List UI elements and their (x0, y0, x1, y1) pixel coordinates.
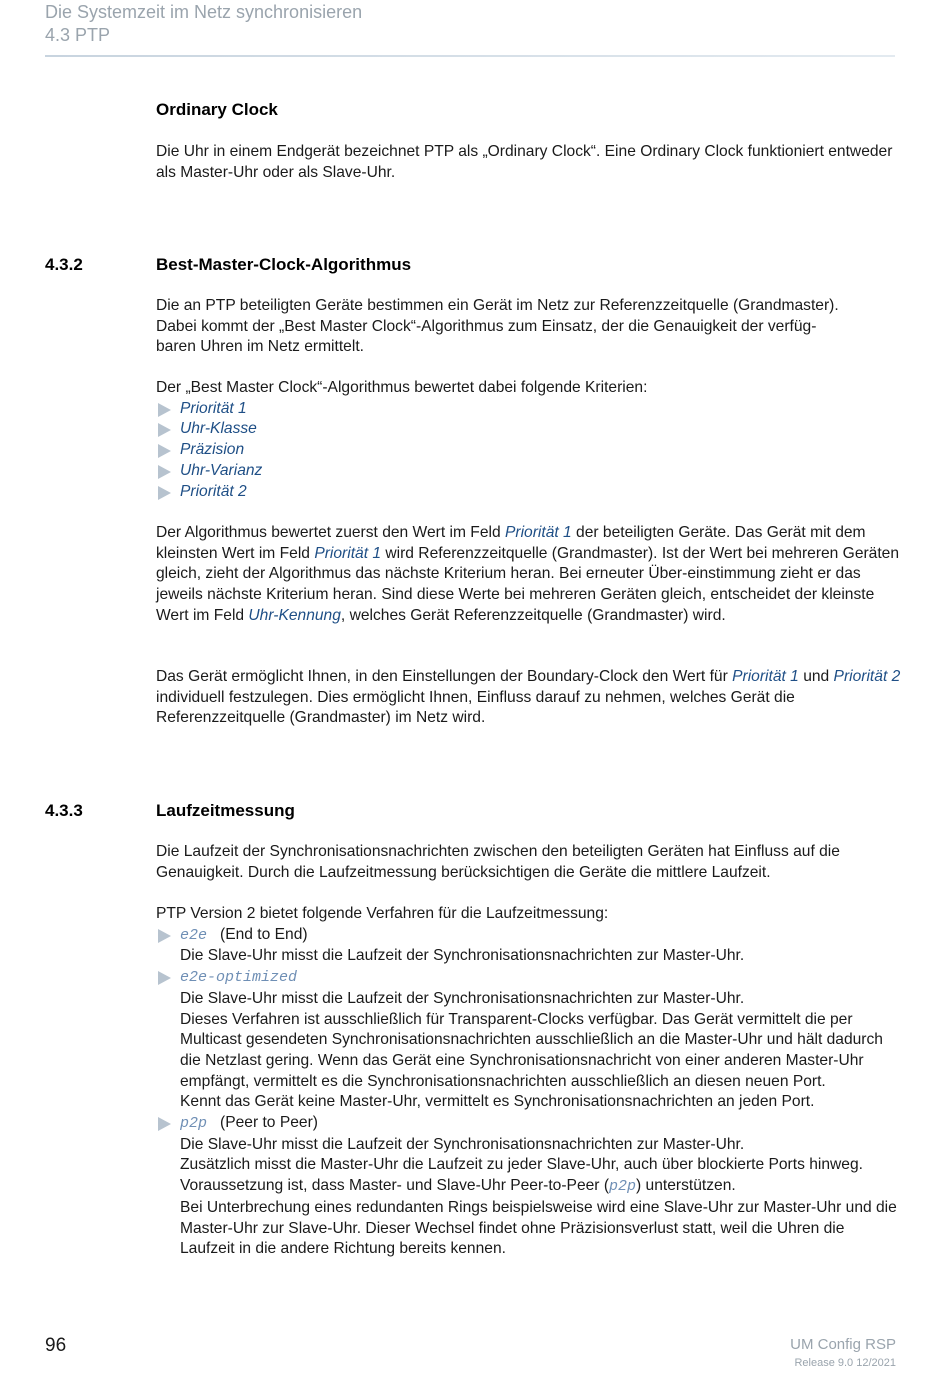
page-number: 96 (45, 1335, 67, 1356)
code-value: e2e (180, 926, 208, 944)
method-suffix: (Peer to Peer) (220, 1114, 318, 1132)
text-run: ) unterstützen. (636, 1177, 736, 1195)
method-description: Bei Unterbrechung eines redundanten Rings beispielsweise wird eine Slave-Uhr zur Master-Uhr und die Master-Uhr zur Slave-Uhr. Dieser Wechsel findet ohne Präzisionsverlust statt, weil die Uhren die Laufzeit in die andere Richtung bereits kennen. (180, 1198, 897, 1258)
section-title-bmca: Best-Master-Clock-Algorithmus (156, 255, 412, 274)
laufzeit-intro (156, 842, 901, 883)
method-description: Die Slave-Uhr misst die Laufzeit der Synchronisationsnachrichten zur Master-Uhr. (180, 1135, 745, 1153)
field-name: Priorität 1 (180, 399, 247, 417)
field-name: Priorität 2 (833, 668, 901, 685)
text-run: und (798, 668, 834, 685)
method-description (180, 1155, 901, 1197)
bmca-criteria-block (156, 378, 901, 502)
subheading-ordinary-clock: Ordinary Clock (156, 100, 278, 119)
method-e2e (156, 925, 901, 967)
method-heading (180, 1113, 901, 1135)
triangle-bullet-icon (158, 486, 171, 500)
list-item (156, 419, 901, 440)
paragraph: Der „Best Master Clock“-Algorithmus bewertet dabei folgende Kriterien: (156, 379, 648, 396)
section-title-laufzeitmessung: Laufzeitmessung (156, 801, 295, 820)
criteria-list (156, 399, 901, 503)
code-value: p2p (180, 1115, 208, 1133)
section-number-4-3-3: 4.3.3 (45, 801, 83, 820)
field-name: Priorität 1 (314, 544, 382, 562)
field-name: Uhr-Varianz (180, 461, 263, 479)
method-description: Die Slave-Uhr misst die Laufzeit der Synchronisationsnachrichten zur Master-Uhr. (180, 947, 745, 965)
triangle-bullet-icon (158, 423, 171, 437)
list-item (156, 399, 901, 420)
paragraph-line: baren Uhren im Netz ermittelt. (156, 338, 364, 356)
field-name: Uhr-Klasse (180, 420, 257, 438)
triangle-bullet-icon (158, 444, 171, 458)
method-heading (180, 925, 901, 947)
ordinary-clock-text (156, 142, 901, 183)
paragraph (156, 667, 901, 729)
method-e2e-optimized (156, 967, 901, 1113)
text-run: , welches Gerät Referenzzeitquelle (Grandmaster) wird. (340, 606, 726, 624)
text-run: Zusätzlich misst die Master-Uhr die Laufzeit zu jeder Slave-Uhr, auch über blockierte Ports hinweg. Voraussetzung ist, dass Master- und Slave-Uhr Peer-to-Peer ( (180, 1156, 863, 1195)
triangle-bullet-icon (158, 971, 171, 985)
document-title: UM Config RSP (790, 1336, 896, 1353)
paragraph (156, 523, 901, 627)
code-value: p2p (609, 1178, 637, 1196)
paragraph-line: Dabei kommt der „Best Master Clock“-Algorithmus zum Einsatz, der die Genauigkeit der verfüg- (156, 317, 817, 335)
bmca-algorithm-description (156, 523, 901, 627)
release-info: Release 9.0 12/2021 (794, 1357, 896, 1369)
list-item (156, 461, 901, 482)
field-name: Präzision (180, 441, 245, 459)
triangle-bullet-icon (158, 403, 171, 417)
triangle-bullet-icon (158, 465, 171, 479)
text-run: der beteiligten Geräte. Das Gerät mit dem kleinsten Wert im Feld (156, 524, 866, 562)
field-name: Uhr-Kennung (248, 606, 341, 624)
running-header-section: 4.3 PTP (45, 25, 111, 45)
list-item (156, 440, 901, 461)
triangle-bullet-icon (158, 1117, 171, 1131)
text-run: Das Gerät ermöglicht Ihnen, in den Einstellungen der Boundary-Clock den Wert für (156, 668, 733, 685)
bmca-boundary-clock-note (156, 667, 901, 729)
text-run: individuell festzulegen. Dies ermöglicht Ihnen, Einfluss darauf zu nehmen, welches Gerät die Referenzzeitquelle (Grandmaster) im Netz wird. (156, 688, 795, 727)
method-description: Die Slave-Uhr misst die Laufzeit der Synchronisationsnachrichten zur Master-Uhr. (180, 989, 745, 1007)
section-number-4-3-2: 4.3.2 (45, 255, 83, 274)
laufzeit-methods (156, 904, 901, 1260)
paragraph: Die Uhr in einem Endgerät bezeichnet PTP als „Ordinary Clock“. Eine Ordinary Clock funktioniert entweder als Master-Uhr oder als Slave-Uhr. (156, 143, 893, 181)
paragraph-line: Die an PTP beteiligten Geräte bestimmen ein Gerät im Netz zur Referenzzeitquelle (Grandmaster). (156, 297, 839, 314)
field-name: Priorität 1 (504, 524, 572, 541)
method-suffix: (End to End) (220, 925, 308, 943)
paragraph: PTP Version 2 bietet folgende Verfahren für die Laufzeitmessung: (156, 905, 609, 922)
method-list (156, 925, 901, 1260)
list-item (156, 482, 901, 503)
text-run: wird Referenzzeitquelle (Grandmaster). Ist der Wert bei mehreren Geräten gleich, zieht der Algorithmus das nächste Kriterium heran. Bei erneuter Über-einstimmung zieht er das jeweils nächste Kriterium heran. Sind diese Werte bei mehreren Geräten gleich, entscheidet der kleinste Wert im Feld (156, 544, 900, 624)
text-run: Der Algorithmus bewertet zuerst den Wert im Feld (156, 524, 505, 541)
field-name: Priorität 2 (180, 482, 247, 500)
field-name: Priorität 1 (732, 668, 799, 685)
code-value: e2e-optimized (180, 969, 298, 987)
method-description: Kennt das Gerät keine Master-Uhr, vermittelt es Synchronisationsnachrichten an jeden Port. (180, 1093, 815, 1111)
method-p2p (156, 1113, 901, 1260)
triangle-bullet-icon (158, 929, 171, 943)
paragraph: Die Laufzeit der Synchronisationsnachrichten zwischen den beteiligten Geräten hat Einfluss auf die Genauigkeit. Durch die Laufzeitmessung berücksichtigen die Geräte die mittlere Laufzeit. (156, 843, 840, 881)
header-divider (45, 55, 895, 57)
bmca-intro (156, 296, 901, 358)
running-header-chapter: Die Systemzeit im Netz synchronisieren (45, 2, 363, 22)
method-heading (180, 967, 901, 989)
method-description: Dieses Verfahren ist ausschließlich für Transparent-Clocks verfügbar. Das Gerät vermittelt die per Multicast gesendeten Synchronisationsnachrichten ausschließlich an die Master-Uhr und hält dadurch die Netzlast gering. Wenn das Gerät eine Synchronisationsnachricht von einer anderen Master-Uhr empfängt, vermittelt es die Synchronisationsnachrichten ausschließlich an diesen neuen Port. (180, 1010, 883, 1090)
